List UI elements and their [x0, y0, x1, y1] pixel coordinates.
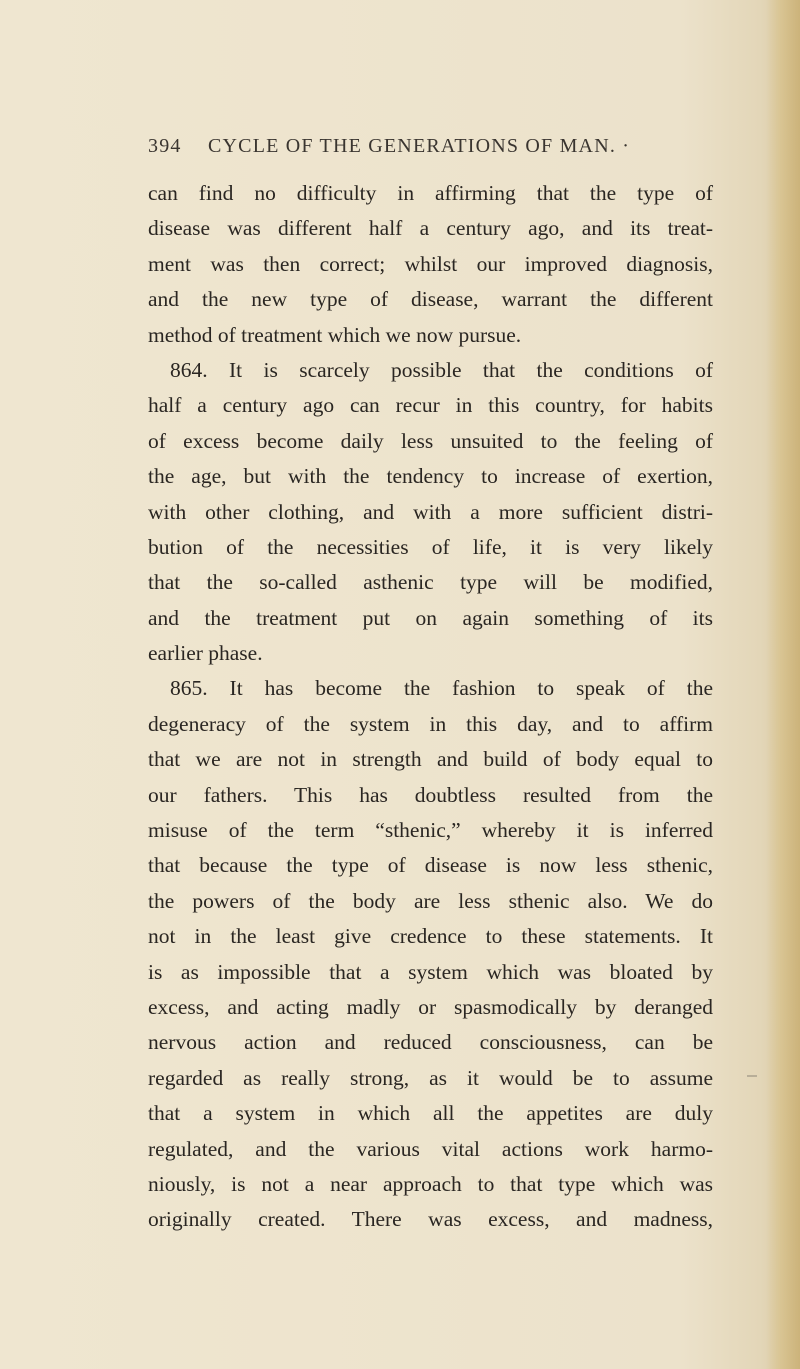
page-edge-shadow — [766, 0, 800, 1369]
text-line: regulated, and the various vital actions work harmo- — [148, 1136, 713, 1161]
text-line: excess, and acting madly or spasmodically by deranged — [148, 994, 713, 1019]
text-line: can find no difficulty in affirming that the type of — [148, 181, 713, 205]
text-line: of excess become daily less unsuited to the feeling of — [148, 428, 713, 453]
text-line: niously, is not a near approach to that type which was — [148, 1171, 713, 1196]
text-line: that we are not in strength and build of body equal to — [148, 747, 713, 772]
text-line: method of treatment which we now pursue. — [148, 322, 522, 347]
paragraph-864-start: 864. It is scarcely possible that the conditions of — [170, 357, 713, 382]
page-header — [148, 135, 708, 159]
text-line: with other clothing, and with a more sufficient distri- — [148, 499, 713, 524]
text-line: earlier phase. — [148, 641, 263, 666]
text-line: our fathers. This has doubtless resulted from the — [148, 782, 713, 807]
running-title: CYCLE OF THE GENERATIONS OF MAN. · — [208, 135, 631, 157]
text-line: and the new type of disease, warrant the different — [148, 287, 713, 312]
page-number: 394 — [148, 135, 182, 157]
text-line: the age, but with the tendency to increase of exertion, — [148, 464, 713, 489]
text-line: half a century ago can recur in this country, for habits — [148, 393, 713, 418]
text-line: that because the type of disease is now less sthenic, — [148, 853, 713, 878]
text-line: is as impossible that a system which was bloated by — [148, 959, 713, 984]
text-line: disease was different half a century ago, and its treat- — [148, 216, 713, 241]
text-line: ment was then correct; whilst our improved diagnosis, — [148, 251, 713, 276]
text-line: that a system in which all the appetites are duly — [148, 1101, 713, 1126]
text-line: and the treatment put on again something of its — [148, 605, 713, 630]
paragraph-865-start: 865. It has become the fashion to speak of the — [170, 676, 713, 701]
text-line: regarded as really strong, as it would be to assume — [148, 1065, 713, 1090]
text-line: not in the least give credence to these statements. It — [148, 924, 713, 949]
text-line: the powers of the body are less sthenic also. We do — [148, 888, 713, 913]
text-line: misuse of the term “sthenic,” whereby it is inferred — [148, 818, 713, 843]
body-text — [148, 176, 713, 1238]
text-line: degeneracy of the system in this day, and to affirm — [148, 711, 713, 736]
text-line: bution of the necessities of life, it is very likely — [148, 534, 713, 559]
margin-mark — [747, 1075, 757, 1077]
text-line: nervous action and reduced consciousness, can be — [148, 1030, 713, 1055]
text-line: originally created. There was excess, and madness, — [148, 1207, 713, 1232]
text-line: that the so-called asthenic type will be modified, — [148, 570, 713, 595]
